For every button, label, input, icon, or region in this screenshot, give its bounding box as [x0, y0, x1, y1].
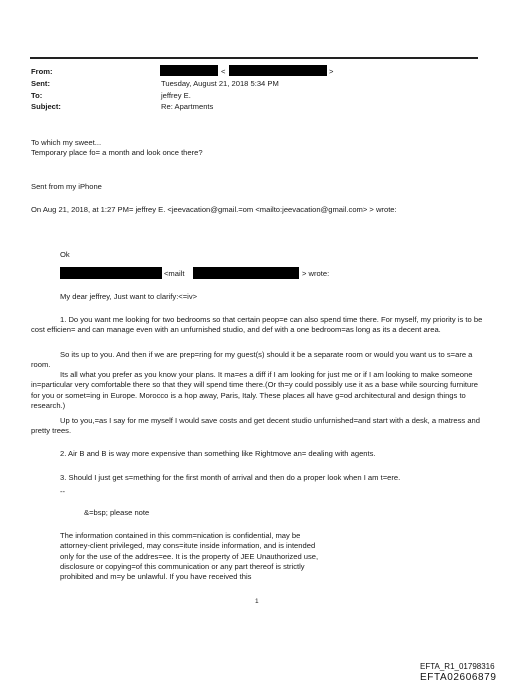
body-line-1: To which my sweet...: [31, 138, 102, 147]
quoted-mail-fragment: <mailt: [164, 269, 185, 278]
quoted-wrote: > wrote:: [302, 269, 330, 278]
sent-value: Tuesday, August 21, 2018 5:34 PM: [161, 79, 279, 88]
redaction-quoted-name: [60, 267, 162, 279]
from-gt: >: [329, 67, 334, 76]
from-lt: <: [221, 67, 226, 76]
separator-dashes: --: [60, 487, 66, 496]
signature: Sent from my iPhone: [31, 182, 102, 191]
bates-number-2: EFTA02606879: [420, 672, 497, 683]
header-rule: [30, 57, 478, 59]
to-value: jeffrey E.: [161, 91, 191, 100]
subject-label: Subject:: [31, 102, 61, 111]
redaction-from-email: [229, 65, 327, 76]
paragraph-4: Up to you,=as I say for me myself I would save costs and get decent studio unfurnished=and start with a desk, a matress and pretty trees.: [31, 416, 480, 436]
page-number: 1: [255, 598, 259, 605]
quoted-greeting: My dear jeffrey, Just want to clarify:<=iv>: [60, 292, 198, 301]
bates-number-1: EFTA_R1_01798316: [420, 662, 495, 671]
quote-intro: On Aug 21, 2018, at 1:27 PM= jeffrey E. <jeevacation@gmail.=om <mailto:jeevacation@gmail.com> > wrote:: [31, 205, 397, 214]
subject-value: Re: Apartments: [161, 102, 214, 111]
from-label: From:: [31, 67, 53, 76]
redaction-quoted-email: [193, 267, 299, 279]
paragraph-2: So its up to you. And then if we are prep=ring for my guest(s) should it be a separate room or would you want us to s=are a room.: [31, 350, 473, 370]
to-label: To:: [31, 91, 43, 100]
redaction-from-name: [160, 65, 218, 76]
paragraph-1: 1. Do you want me looking for two bedrooms so that certain peop=e can also spend time there. For myself, my priority is to be cost efficien= and can manage even with an unfurnished studio, and def with a one bedroom=as long as its a decent area.: [31, 315, 483, 335]
sent-label: Sent:: [31, 79, 50, 88]
paragraph-3: Its all what you prefer as you know your plans. It ma=es a diff if I am looking for just me or if I am looking to make someone in=particular very comfortable there so that they will spend time there.(Or th=y could possibly use it as a base while sourcing furniture for you or somet=ing in Europe. Morocco is a hop away, Paris, Italy. These places all have g=od architectural and design things to research.): [31, 370, 478, 410]
quoted-ok: Ok: [60, 250, 70, 259]
paragraph-5: 2. Air B and B is way more expensive than something like Rightmove an= dealing with agents.: [60, 449, 376, 458]
please-note: &=bsp; please note: [84, 508, 150, 517]
paragraph-6: 3. Should I just get s=mething for the first month of arrival and then do a proper look when I am t=ere.: [60, 473, 401, 482]
body-line-2: Temporary place fo= a month and look once there?: [31, 148, 203, 157]
disclaimer: The information contained in this comm=nication is confidential, may be attorney-client privileged, may cons=itute inside information, and is intended only for the use of the addres=ee. It is the property of JEE Unauthorized use, disclosure or copying=of this communication or any part thereof is strictly prohibited and m=y be unlawful. If you have received this: [60, 531, 319, 582]
